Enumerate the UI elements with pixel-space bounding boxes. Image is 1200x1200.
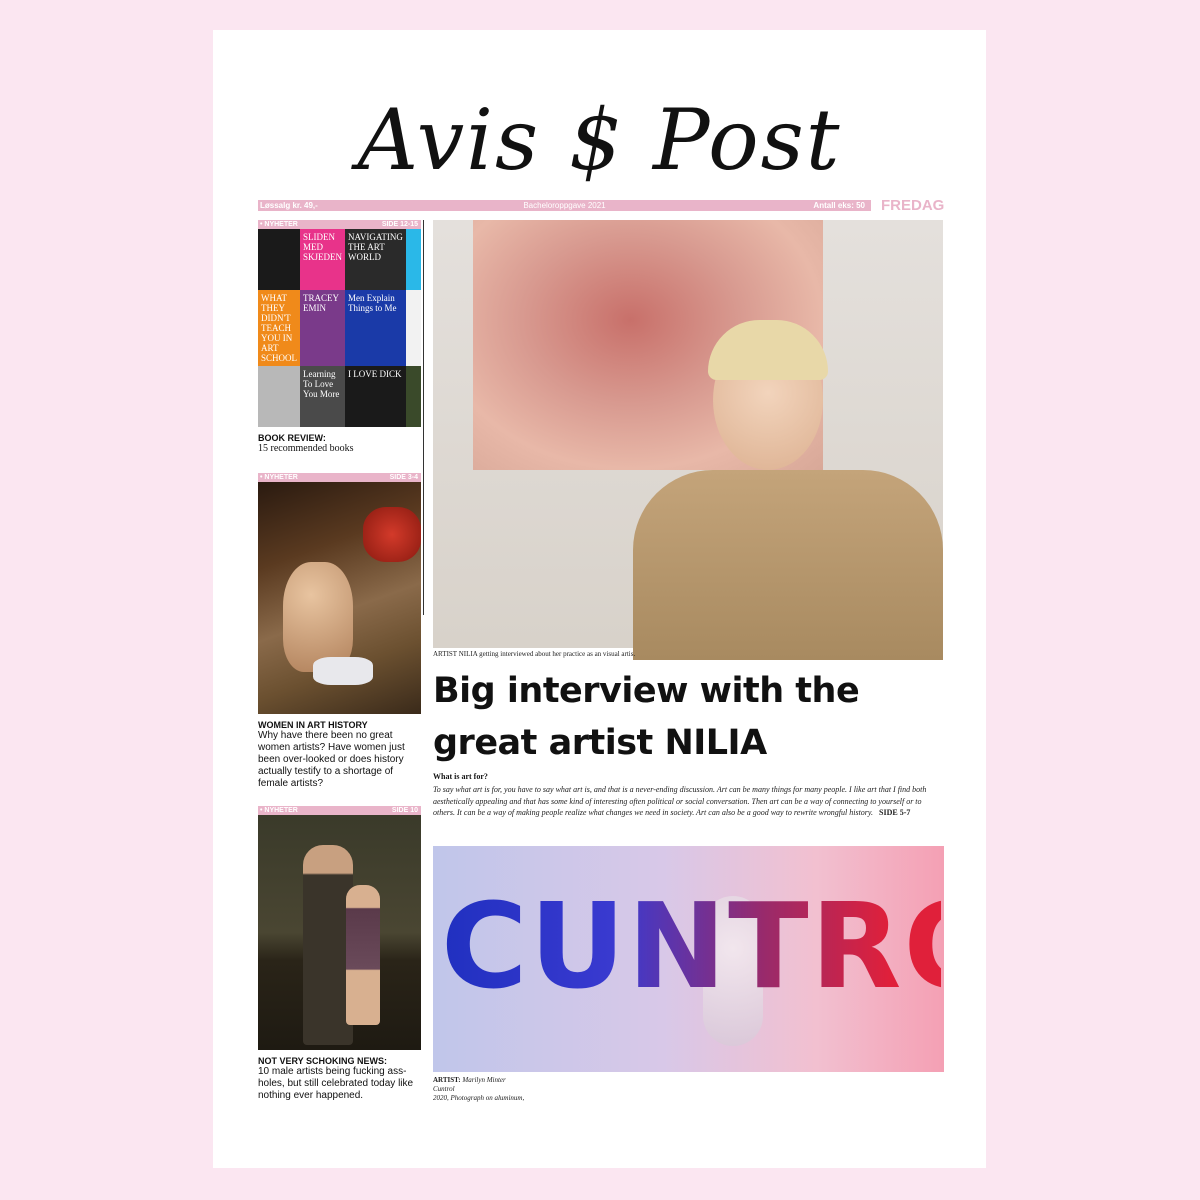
interview-question: What is art for?: [433, 772, 488, 781]
painting-cloth: [313, 657, 373, 685]
sidebar-women-art-history[interactable]: [258, 473, 421, 790]
book-cover: I LOVE DICK: [345, 366, 406, 427]
book-review-text: 15 recommended books: [258, 443, 354, 454]
artist-hair: [708, 320, 828, 380]
artwork-word: CUNTROl: [441, 877, 1049, 1015]
book-cover: WHAT THEY DIDN'T TEACH YOU IN ART SCHOOL: [258, 290, 300, 366]
women-history-title: WOMEN IN ART HISTORY: [258, 720, 368, 730]
artist-shirt: [633, 470, 943, 660]
section-bar: [258, 806, 421, 815]
edition-label: Bacheloroppgave 2021: [523, 201, 606, 210]
masthead-title: Avis $ Post: [357, 91, 842, 189]
artwork-artist: Marilyn Minter: [462, 1076, 506, 1084]
book-review-title: BOOK REVIEW:: [258, 433, 326, 443]
interview-answer-text: To say what art is for, you have to say what art is, and that is a never-ending discussion. Art can be many things for many people. I like art that I find both aesthetically appealing and that has some kind of interesting often political or social conversation. Then art can be a way of connecting to yourself or to others. It can be a way of making people realize what changes we need in society. Art can also be a good way to rewrite wrongful history.: [433, 785, 927, 817]
book-cover-grid: [258, 229, 421, 427]
painting-image: [258, 815, 421, 1050]
sidebar-schoking-news[interactable]: [258, 806, 421, 1102]
cuntrol-artwork-photo[interactable]: [433, 846, 1049, 1072]
price-label: Løssalg kr. 49,-: [260, 201, 318, 210]
artwork-caption: [433, 1076, 524, 1103]
column-divider: [423, 220, 424, 615]
main-headline[interactable]: Big interview with the great artist NILIA: [433, 671, 860, 763]
painting-figure: [283, 562, 353, 672]
top-info-bar: [258, 200, 871, 211]
book-cover: Learning To Love You More: [300, 366, 345, 427]
book-cover: [406, 290, 421, 366]
section-label: • NYHETER: [260, 221, 298, 228]
section-label: • NYHETER: [260, 474, 298, 481]
schoking-news-title: NOT VERY SCHOKING NEWS:: [258, 1056, 388, 1066]
artwork-caption-label: ARTIST:: [433, 1076, 461, 1084]
artwork-title: Cuntrol: [433, 1085, 455, 1093]
section-pages: SIDE 12-15: [381, 221, 418, 228]
section-bar: [258, 473, 421, 482]
main-interview-photo[interactable]: [433, 220, 943, 648]
schoking-news-text: 10 male artists being fucking ass-holes, but still celebrated today like nothing ever happened.: [258, 1066, 414, 1101]
women-history-text: Why have there been no great women artists? Have women just been over-looked or does history actually testify to a shortage of female artists?: [258, 730, 405, 789]
interview-answer: [433, 784, 945, 819]
artist-portrait: [633, 320, 943, 650]
day-label: FREDAG: [881, 197, 945, 214]
interview-side-ref: SIDE 5-7: [879, 808, 911, 817]
painting-image: [258, 482, 421, 714]
sidebar-book-review[interactable]: [258, 220, 421, 455]
section-pages: SIDE 10: [391, 807, 418, 814]
photo-caption: ARTIST NILIA getting interviewed about her practice as an visual artis.: [433, 650, 636, 658]
book-cover: [258, 229, 300, 290]
book-cover: [406, 229, 421, 290]
newspaper-page: [213, 30, 1049, 1168]
book-cover: TRACEY EMIN: [300, 290, 345, 366]
painting-red-robe: [363, 507, 421, 562]
book-cover: [258, 366, 300, 427]
book-cover: [406, 366, 421, 427]
copies-label: Antall eks: 50: [813, 201, 865, 210]
section-label: • NYHETER: [260, 807, 298, 814]
section-pages: SIDE 3-4: [389, 474, 418, 481]
book-cover: SLIDEN MED SKJEDEN: [300, 229, 345, 290]
artwork-info: 2020, Photograph on aluminum,: [433, 1094, 525, 1102]
painting-girl: [346, 885, 380, 1025]
section-bar: [258, 220, 421, 229]
book-cover: NAVIGATING THE ART WORLD: [345, 229, 406, 290]
book-cover: Men Explain Things to Me: [345, 290, 406, 366]
